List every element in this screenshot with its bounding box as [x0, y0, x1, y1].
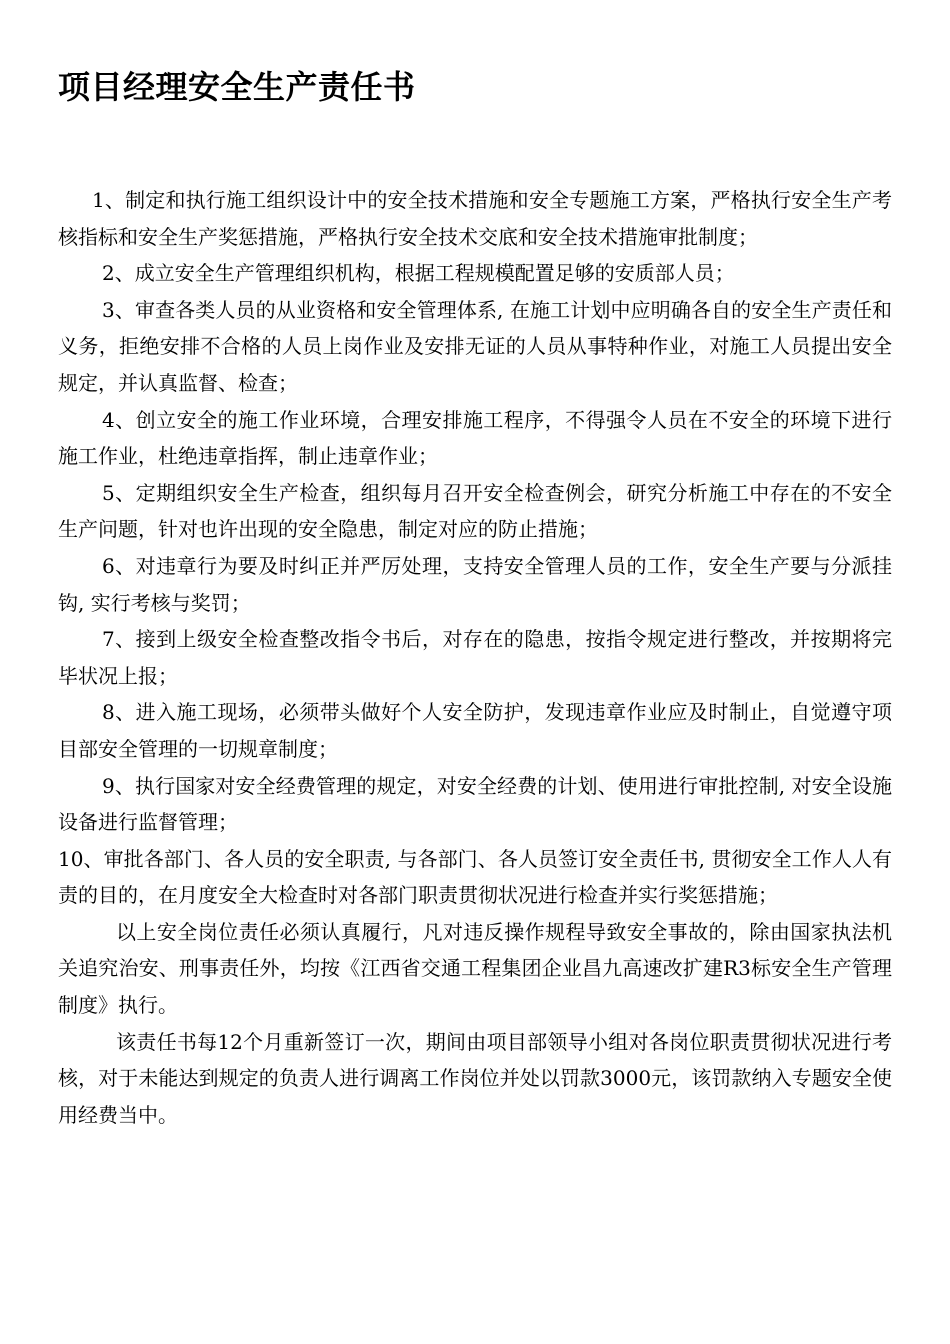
- clause-5: 5、定期组织安全生产检查，组织每月召开安全检查例会，研究分析施工中存在的不安全生产问题，针对也许出现的安全隐患，制定对应的防止措施；: [58, 480, 892, 542]
- clause-1: 1、制定和执行施工组织设计中的安全技术措施和安全专题施工方案，严格执行安全生产考核指标和安全生产奖惩措施，严格执行安全技术交底和安全技术措施审批制度；: [58, 188, 892, 249]
- clause-10: 10、审批各部门、各人员的安全职责, 与各部门、各人员签订安全责任书, 贯彻安全工作人人有责的目的，在月度安全大检查时对各部门职责贯彻状况进行检查并实行奖惩措施；: [58, 846, 892, 908]
- closing-paragraph-2: 该责任书每12个月重新签订一次，期间由项目部领导小组对各岗位职责贯彻状况进行考核，对于未能达到规定的负责人进行调离工作岗位并处以罚款3000元，该罚款纳入专题安全使用经费当中。: [58, 1029, 892, 1127]
- clause-2: 2、成立安全生产管理组织机构，根据工程规模配置足够的安质部人员；: [102, 261, 735, 286]
- clause-8: 8、进入施工现场，必须带头做好个人安全防护，发现违章作业应及时制止，自觉遵守项目部安全管理的一切规章制度；: [58, 700, 892, 761]
- clause-6: 6、对违章行为要及时纠正并严厉处理，支持安全管理人员的工作，安全生产要与分派挂钩, 实行考核与奖罚；: [58, 553, 892, 615]
- document-title: 项目经理安全生产责任书: [58, 68, 416, 106]
- closing-paragraph-1: 以上安全岗位责任必须认真履行，凡对违反操作规程导致安全事故的，除由国家执法机关追究治安、刑事责任外，均按《江西省交通工程集团企业昌九高速改扩建R3标安全生产管理制度》执行。: [58, 919, 892, 1018]
- document-body: [58, 182, 892, 1133]
- clause-7: 7、接到上级安全检查整改指令书后，对存在的隐患，按指令规定进行整改，并按期将完毕状况上报；: [58, 627, 892, 688]
- clause-4: 4、创立安全的施工作业环境，合理安排施工程序，不得强令人员在不安全的环境下进行施工作业，杜绝违章指挥，制止违章作业；: [58, 407, 892, 469]
- clause-3: 3、审查各类人员的从业资格和安全管理体系, 在施工计划中应明确各自的安全生产责任和义务，拒绝安排不合格的人员上岗作业及安排无证的人员从事特种作业，对施工人员提出安全规定，并认真监督、检查；: [58, 297, 892, 395]
- clause-9: 9、执行国家对安全经费管理的规定，对安全经费的计划、使用进行审批控制, 对安全设施设备进行监督管理；: [58, 773, 892, 835]
